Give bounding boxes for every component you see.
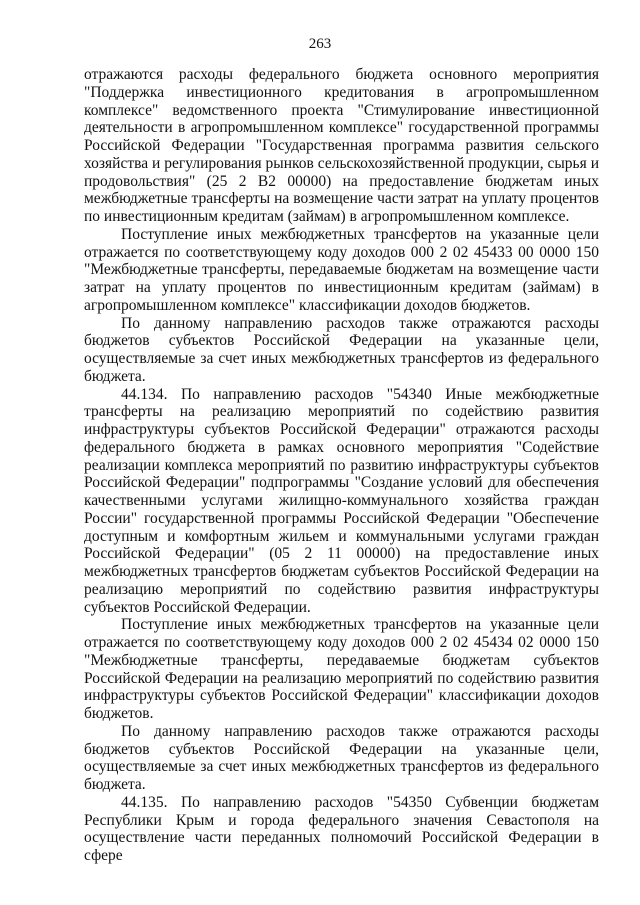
paragraph-continuation: отражаются расходы федерального бюджета основного мероприятия "Поддержка инвестиционного кредитования в агропромышленном комплексе" ведомственного проекта "Стимулирование инвестиционной деятельности в агропромышленном комплексе" государственной программы Российской Федерации "Государственная программа развития сельского хозяйства и регулирования рынков сельскохозяйственной продукции, сырья и продовольствия" (25 2 В2 00000) на предоставление бюджетам иных межбюджетные трансферты на возмещение части затрат на уплату процентов по инвестиционным кредитам (займам) в агропромышленном комплексе. (84, 66, 599, 225)
paragraph-regional-expenses-1: По данному направлению расходов также отражаются расходы бюджетов субъектов Российской Федерации на указанные цели, осуществляемые за счет иных межбюджетных трансфертов из федерального бюджета. (84, 314, 599, 385)
paragraph-regional-expenses-2: По данному направлению расходов также отражаются расходы бюджетов субъектов Российской Федерации на указанные цели, осуществляемые за счет иных межбюджетных трансфертов из федерального бюджета. (84, 722, 599, 793)
paragraph-income-code-45433: Поступление иных межбюджетных трансфертов на указанные цели отражается по соответствующему коду доходов 000 2 02 45433 00 0000 150 "Межбюджетные трансферты, передаваемые бюджетам на возмещение части затрат на уплату процентов по инвестиционным кредитам (займам) в агропромышленном комплексе" классификации доходов бюджетов. (84, 225, 599, 314)
document-body (84, 66, 599, 865)
page-number: 263 (308, 36, 332, 52)
paragraph-44-135: 44.135. По направлению расходов "54350 Субвенции бюджетам Республики Крым и города федерального значения Севастополя на осуществление части переданных полномочий Российской Федерации в сфере (84, 793, 599, 864)
paragraph-income-code-45434: Поступление иных межбюджетных трансфертов на указанные цели отражается по соответствующему коду доходов 000 2 02 45434 02 0000 150 "Межбюджетные трансферты, передаваемые бюджетам субъектов Российской Федерации на реализацию мероприятий по содействию развития инфраструктуры субъектов Российской Федерации" классификации доходов бюджетов. (84, 616, 599, 722)
paragraph-44-134: 44.134. По направлению расходов "54340 Иные межбюджетные трансферты на реализацию мероприятий по содействию развития инфраструктуры субъектов Российской Федерации" отражаются расходы федерального бюджета в рамках основного мероприятия "Содействие реализации комплекса мероприятий по развитию инфраструктуры субъектов Российской Федерации" подпрограммы "Создание условий для обеспечения качественными услугами жилищно-коммунального хозяйства граждан России" государственной программы Российской Федерации "Обеспечение доступным и комфортным жильем и коммунальными услугами граждан Российской Федерации" (05 2 11 00000) на предоставление иных межбюджетных трансфертов бюджетам субъектов Российской Федерации на реализацию мероприятий по содействию развития инфраструктуры субъектов Российской Федерации. (84, 385, 599, 616)
